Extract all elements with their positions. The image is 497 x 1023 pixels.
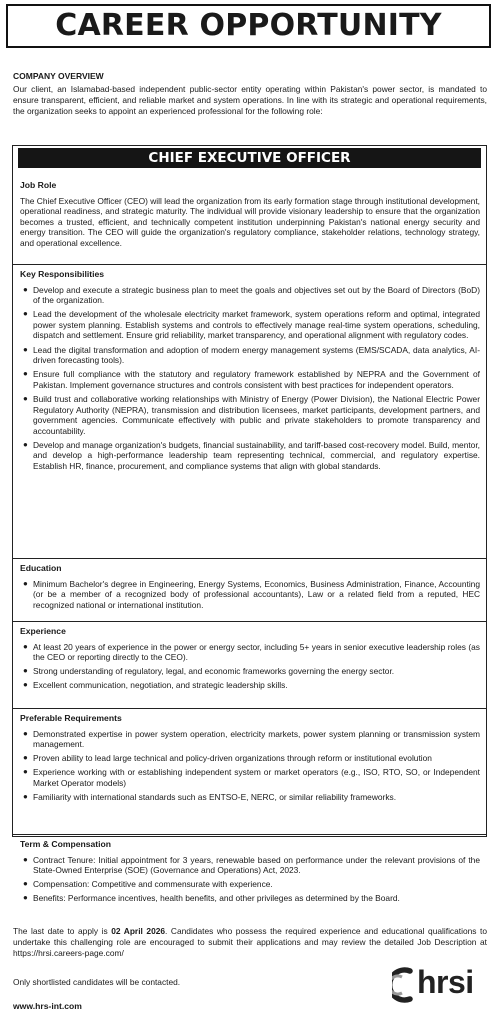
preferable-heading: Preferable Requirements [20, 713, 122, 723]
divider [12, 558, 487, 559]
list-item: ● Contract Tenure: Initial appointment for 3 years, renewable based on performance under the relevant provisions of the State-Owned Enterprise (SOE) (Governance and Operations) Act, 2023. [23, 854, 480, 876]
experience-section [20, 626, 480, 694]
list-item: ● Experience working with or establishing independent system or market operators (e.g., ISO, RTO, SO, or Independent Market Operator models) [23, 767, 480, 788]
bullet-icon: ● [23, 641, 28, 651]
list-item: ● Demonstrated expertise in power system operation, electricity markets, power system planning or transmission system management. [23, 728, 480, 750]
bullet-icon: ● [23, 393, 28, 403]
responsibilities-heading: Key Responsibilities [20, 269, 105, 279]
list-item: ● Excellent communication, negotiation, and strategic leadership skills. [23, 680, 288, 691]
experience-heading: Experience [20, 626, 66, 636]
list-item: ● Familiarity with international standards such as ENTSO‑E, NERC, or similar reliability frameworks. [23, 792, 397, 803]
shortlist-note: Only shortlisted candidates will be contacted. [13, 977, 181, 987]
closing-text: The last date to apply is 02 April 2026. Candidates who possess the required experience and educational qualifications to undertake this challenging role are encouraged to submit their applications and may review the detailed Job Description at https://hrsi.careers-page.com/ [13, 926, 488, 958]
bullet-icon: ● [23, 439, 28, 449]
bullet-icon: ● [23, 284, 28, 294]
list-item: ● Develop and manage organization's budgets, financial sustainability, and tariff-based cost-recovery model. Build, mentor, and develop a high-performance leadership team representing technical, commercial, and regulatory expertise. Establish HR, finance, procurement, and compliance systems that align with global standards. [23, 439, 480, 471]
bullet-icon: ● [23, 879, 28, 889]
list-item: ● Proven ability to lead large technical and policy-driven organizations through reform or institutional evolution [23, 753, 432, 764]
page-title: CAREER OPPORTUNITY [6, 4, 491, 48]
bullet-icon: ● [23, 344, 28, 354]
list-item: ● Lead the development of the wholesale electricity market framework, system operations reform and optimal, integrated power system planning. Establish systems and controls to effectively manage real-time system operations, scheduling, dispatch and settlement. Ensure grid reliability, market transparency, and operational alignment with regulatory codes. [23, 309, 480, 341]
list-item: ● Build trust and collaborative working relationships with Ministry of Energy (Power Division), the National Electric Power Regulatory Authority (NEPRA), transmission and distribution licensees, market participants, development partners, and government agencies. Communicate effectively with public and private stakeholders to promote transparency and accountability. [23, 393, 480, 436]
list-item: ● Lead the digital transformation and adoption of modern energy management systems (EMS/SCADA, data analytics, AI-driven forecasting tools). [23, 344, 480, 366]
bullet-icon: ● [23, 578, 28, 588]
company-overview-heading: COMPANY OVERVIEW [13, 71, 104, 81]
list-item: ● Compensation: Competitive and commensurate with experience. [23, 879, 273, 890]
preferable-section [20, 713, 480, 806]
divider [12, 264, 487, 265]
list-item: ● Ensure full compliance with the statutory and regulatory framework established by NEPRA and the Government of Pakistan. Implement governance structures and controls consistent with best practices for independent operators. [23, 369, 480, 390]
bullet-icon: ● [23, 767, 28, 777]
education-heading: Education [20, 563, 62, 573]
divider [12, 621, 487, 622]
logo-text: hrsi [417, 964, 474, 1000]
bullet-icon: ● [23, 666, 28, 676]
job-role-heading: Job Role [20, 180, 57, 190]
terms-section [20, 839, 480, 907]
deadline-date: 02 April 2026 [111, 926, 166, 936]
bullet-icon: ● [23, 369, 28, 379]
responsibilities-section [20, 269, 480, 475]
list-item: ● Develop and execute a strategic business plan to meet the goals and objectives set out by the Board of Directors (BoD) of the organization. [23, 284, 480, 306]
bullet-icon: ● [23, 753, 28, 763]
bullet-icon: ● [23, 309, 28, 319]
bullet-icon: ● [23, 680, 28, 690]
bullet-icon: ● [23, 854, 28, 864]
list-item: ● Strong understanding of regulatory, legal, and economic frameworks governing the energy sector. [23, 666, 395, 677]
website-link[interactable]: www.hrs-int.com [13, 1001, 82, 1011]
job-role-section [20, 180, 480, 249]
list-item: ● Benefits: Performance incentives, health benefits, and other privileges as determined by the Board. [23, 893, 400, 904]
divider [12, 834, 487, 835]
list-item: ● Minimum Bachelor's degree in Engineering, Energy Systems, Economics, Business Administration, Finance, Accounting (or be a member of a recognized body of professional accountants), Law or a related field from a reputed, HEC recognized national or international institution. [23, 578, 480, 610]
education-section [20, 563, 480, 614]
job-role-text: The Chief Executive Officer (CEO) will lead the organization from its early formation stage through institutional development, operational readiness, and strategic maturity. The individual will provide visionary leadership to ensure that the organization becomes a trusted, efficient, and technically competent institution underpinning Pakistan's national energy security and energy transition. The CEO will guide the organization's regulatory compliance, stakeholder relations, technology strategy, and operational excellence. [20, 195, 480, 248]
bullet-icon: ● [23, 792, 28, 802]
divider [12, 708, 487, 709]
bullet-icon: ● [23, 728, 28, 738]
bullet-icon: ● [23, 893, 28, 903]
company-overview-text: Our client, an Islamabad-based independent public-sector entity operating within Pakistan's power sector, is mandated to ensure transparent, efficient, and reliable market and system operations. In line with its strategic and operational requirements, the organization seeks to appoint an experienced professional for the following role: [13, 84, 487, 116]
position-title: CHIEF EXECUTIVE OFFICER [18, 148, 481, 168]
terms-heading: Term & Compensation [20, 839, 112, 849]
list-item: ● At least 20 years of experience in the power or energy sector, including 5+ years in senior executive leadership roles (as the CEO or reporting directly to the CEO). [23, 641, 480, 663]
